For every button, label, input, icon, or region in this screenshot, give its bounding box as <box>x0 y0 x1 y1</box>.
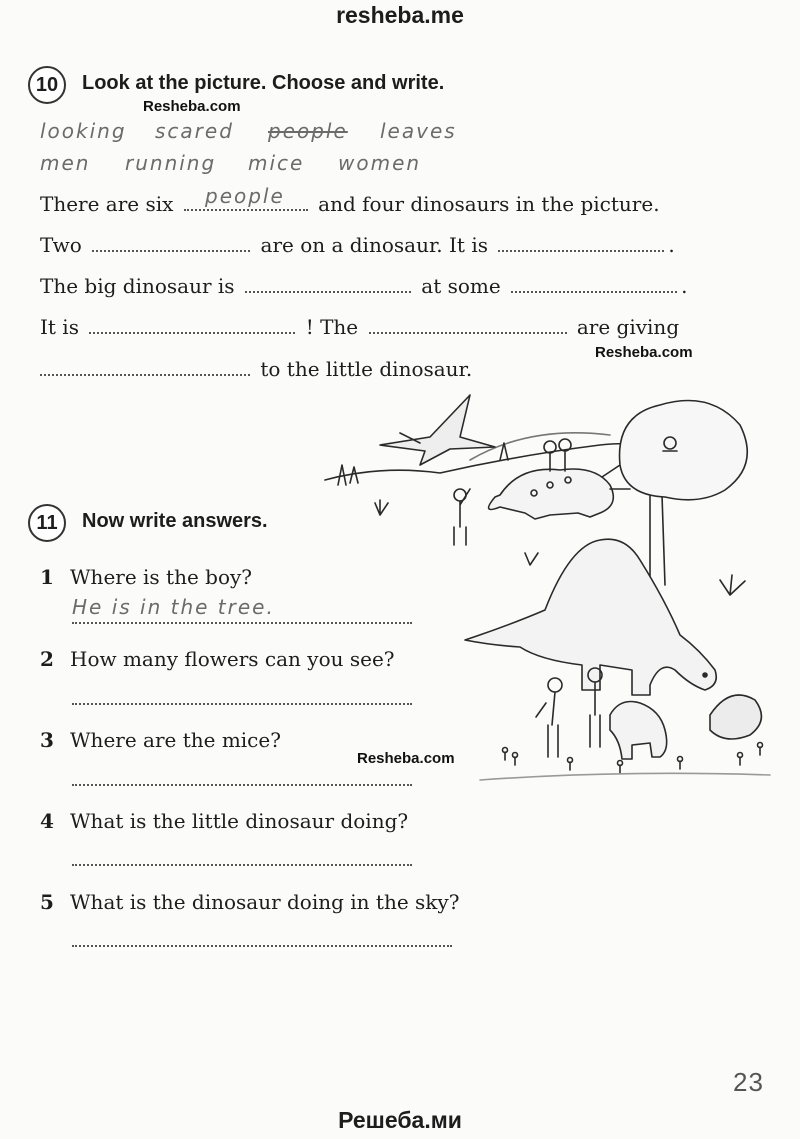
question-text: What is the dinosaur doing in the sky? <box>70 890 460 914</box>
answer-blank[interactable] <box>245 287 411 293</box>
sentence-text: ! The <box>305 315 359 339</box>
exercise-10-number: 10 <box>28 66 66 104</box>
word-bank-item: looking <box>40 119 127 143</box>
question-text: Where are the mice? <box>70 728 281 752</box>
sentence-4 <box>40 315 679 339</box>
answer-blank[interactable] <box>511 287 677 293</box>
question-number: 4 <box>40 809 54 833</box>
question-number: 3 <box>40 728 54 752</box>
question-number: 5 <box>40 890 54 914</box>
pterodactyl-drawing <box>380 395 495 465</box>
question-text: Where is the boy? <box>70 565 253 589</box>
word-bank-item: men <box>40 151 91 175</box>
question-number: 1 <box>40 565 54 589</box>
answer-blank[interactable] <box>92 246 250 252</box>
sentence-text: . <box>681 274 688 298</box>
sentence-1 <box>40 192 660 216</box>
word-bank-item: running <box>125 151 217 175</box>
sentence-2 <box>40 233 675 257</box>
bleed-through-shape <box>560 55 570 90</box>
exercise-10-title: Look at the picture. Choose and write. <box>82 72 445 94</box>
site-watermark-inline: Resheba.com <box>357 750 455 767</box>
word-bank-item: mice <box>248 151 305 175</box>
site-watermark-inline: Resheba.com <box>595 344 693 361</box>
sentence-text: to the little dinosaur. <box>260 357 473 381</box>
sentence-text: are on a dinosaur. It is <box>260 233 488 257</box>
little-dinosaur-drawing <box>610 702 667 760</box>
big-dinosaur-drawing <box>465 539 716 695</box>
site-watermark-top: resheba.me <box>336 2 464 28</box>
sentence-text: . <box>668 233 675 257</box>
sentence-text: Two <box>40 233 82 257</box>
sentence-text: at some <box>421 274 501 298</box>
question-text: What is the little dinosaur doing? <box>70 809 409 833</box>
handwritten-answer: He is in the tree. <box>72 595 275 619</box>
site-watermark-inline: Resheba.com <box>143 98 241 115</box>
site-watermark-bottom: Решеба.ми <box>338 1107 462 1133</box>
answer-line[interactable] <box>72 782 412 786</box>
answer-blank[interactable] <box>89 328 295 334</box>
question-number: 2 <box>40 647 54 671</box>
sentence-5 <box>40 357 472 381</box>
answer-line[interactable] <box>72 943 452 947</box>
sentence-text: and four dinosaurs in the picture. <box>318 192 660 216</box>
answer-line[interactable] <box>72 701 412 705</box>
triceratops-drawing <box>489 465 630 519</box>
dinosaur-scene-illustration <box>320 385 775 785</box>
answer-blank[interactable] <box>40 370 250 376</box>
word-bank-item-used: people <box>268 119 348 143</box>
question-text: How many flowers can you see? <box>70 647 395 671</box>
sentence-text: The big dinosaur is <box>40 274 235 298</box>
answer-line[interactable] <box>72 620 412 624</box>
sentence-text: are giving <box>576 315 680 339</box>
sentence-text: It is <box>40 315 79 339</box>
exercise-11-title: Now write answers. <box>82 510 268 532</box>
word-bank-item: scared <box>155 119 234 143</box>
handwritten-answer: people <box>205 184 285 208</box>
answer-line[interactable] <box>72 862 412 866</box>
exercise-11-number: 11 <box>28 504 66 542</box>
word-bank-item: leaves <box>380 119 457 143</box>
sentence-3 <box>40 274 687 298</box>
answer-blank[interactable] <box>369 328 567 334</box>
answer-blank[interactable] <box>498 246 664 252</box>
word-bank-item: women <box>338 151 422 175</box>
sentence-text: There are six <box>40 192 174 216</box>
page-number: 23 <box>733 1067 764 1097</box>
